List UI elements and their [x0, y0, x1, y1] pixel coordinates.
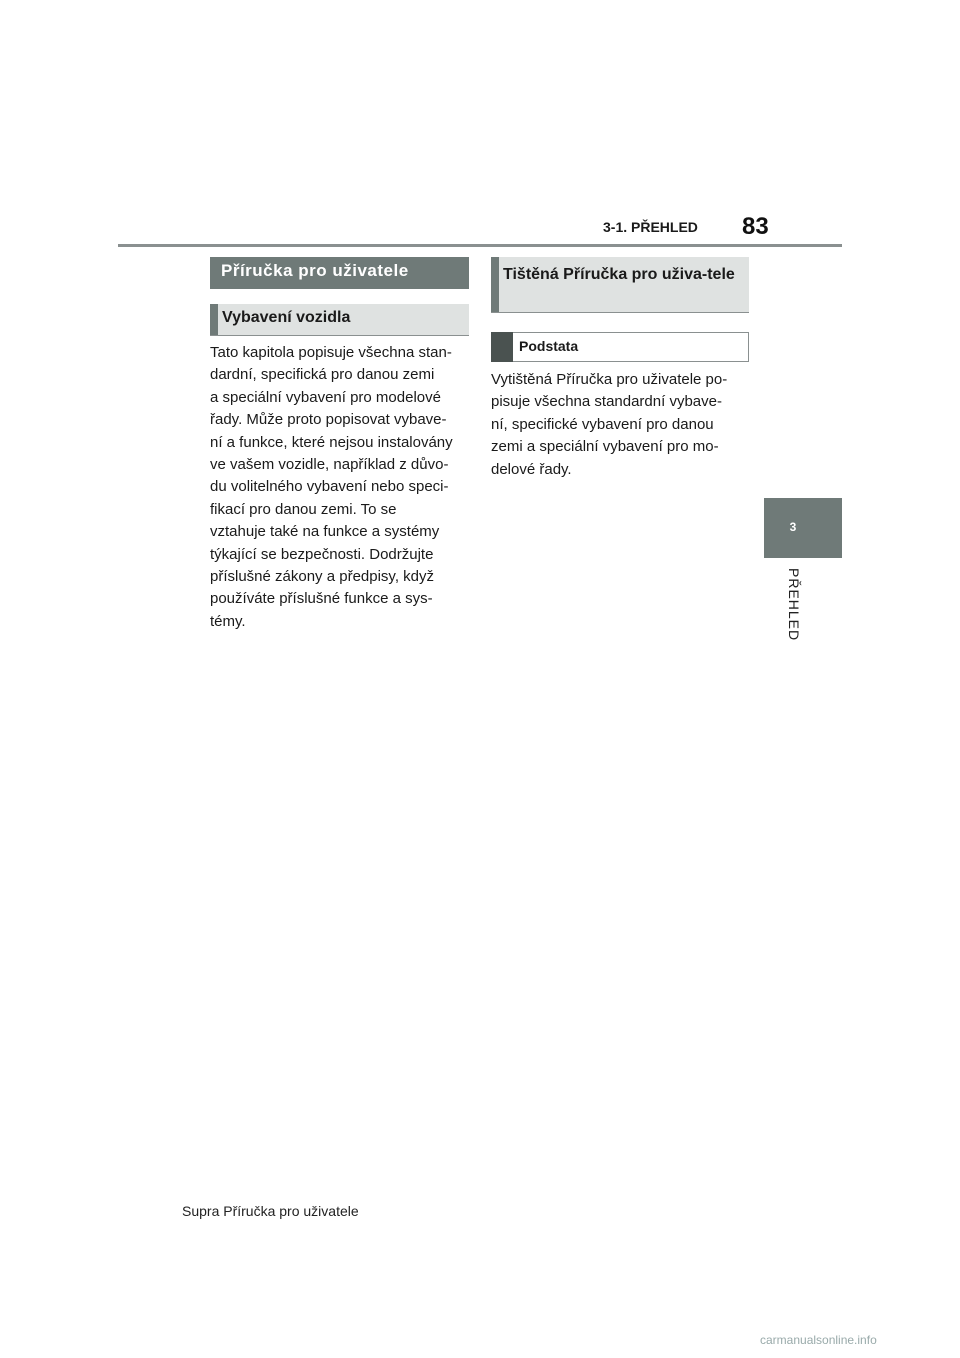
body-line: delové řady. [491, 460, 572, 478]
body-line: dardní, specifická pro danou zemi [210, 366, 435, 384]
body-line: ve vašem vozidle, například z důvo- [210, 456, 449, 474]
left-subheading-bar [210, 304, 469, 336]
body-line: Tato kapitola popisuje všechna stan- [210, 344, 452, 361]
body-line: vztahuje také na funkce a systémy [210, 523, 440, 541]
chapter-tab-number: 3 [789, 520, 797, 534]
footer-text: Supra Příručka pro uživatele [182, 1203, 359, 1219]
body-line: a speciální vybavení pro modelové [210, 388, 441, 406]
right-heading: Tištěná Příručka pro uživa-tele [503, 266, 735, 283]
body-line: témy. [210, 612, 246, 630]
chapter-tab-label: PŘEHLED [786, 568, 802, 642]
body-line: ní a funkce, které nejsou instalovány [210, 433, 453, 451]
right-subheading-marker [491, 332, 513, 362]
body-line: ní, specifické vybavení pro danou [491, 415, 714, 433]
body-line: příslušné zákony a předpisy, když [210, 568, 434, 586]
body-line: používáte příslušné funkce a sys- [210, 590, 433, 608]
body-line: pisuje všechna standardní vybave- [491, 393, 722, 411]
body-line: zemi a speciální vybavení pro mo- [491, 438, 719, 456]
body-line: du volitelného vybavení nebo speci- [210, 478, 449, 496]
right-subheading: Podstata [519, 338, 579, 354]
body-line: řady. Může proto popisovat vybave- [210, 411, 447, 429]
left-subheading: Vybavení vozidla [222, 309, 351, 326]
right-body-text [491, 369, 753, 481]
page-number: 83 [742, 213, 769, 240]
body-line: týkající se bezpečnosti. Dodržujte [210, 545, 434, 563]
left-body-text [210, 342, 472, 633]
left-heading: Příručka pro uživatele [210, 257, 469, 289]
right-heading-bar [491, 257, 749, 313]
header-divider [118, 244, 842, 247]
watermark: carmanualsonline.info [760, 1333, 877, 1347]
body-line: Vytištěná Příručka pro uživatele po- [491, 371, 728, 388]
body-line: fikací pro danou zemi. To se [210, 500, 397, 518]
section-title: 3-1. PŘEHLED [603, 219, 698, 235]
